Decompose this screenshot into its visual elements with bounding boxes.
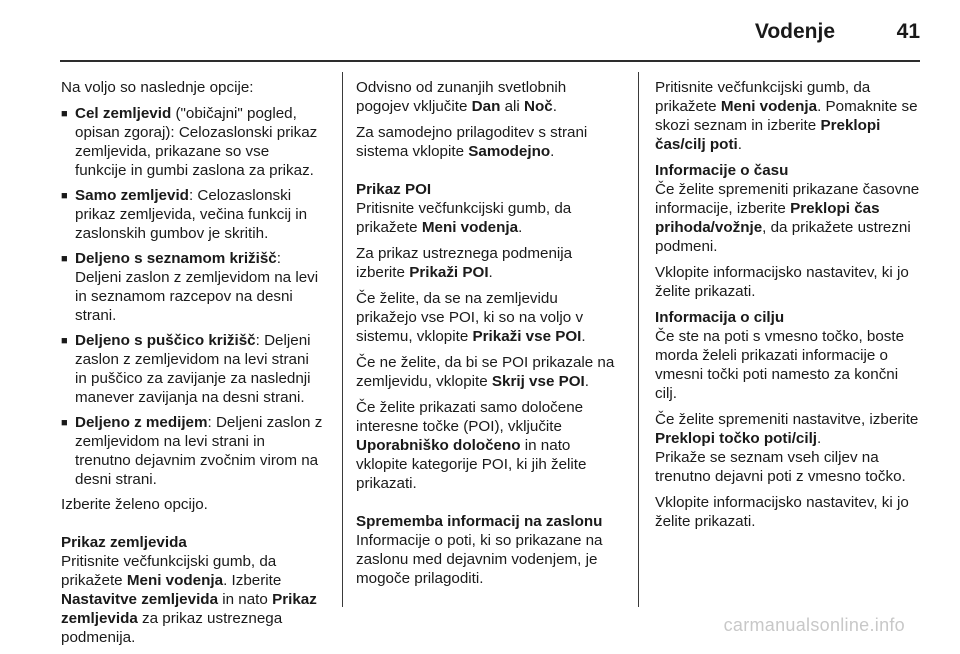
option-term: Samo zemljevid (75, 187, 189, 204)
section-heading-poi: Prikaz POI (356, 181, 432, 198)
list-item (61, 331, 324, 407)
option-text: : Celozaslonski prikaz zemljevida, večina funkcij in zaslonskih gumbov je skritih. (75, 187, 308, 242)
paragraph: Vklopite informacijsko nastavitev, ki jo želite prikazati. (655, 264, 909, 300)
option-term: Deljeno s puščico križišč (75, 332, 256, 349)
paragraph: Za prikaz ustreznega podmenija izberite Prikaži POI. (356, 245, 573, 281)
option-text: : Deljeni zaslon z zemljevidom na levi strani in puščico za zavijanje za naslednji manever zavijanja na desni strani. (75, 332, 311, 406)
paragraph: Pritisnite večfunkcijski gumb, da prikažete Meni vodenja. Pomaknite se skozi seznam in izberite Preklopi čas/cilj poti. (655, 79, 918, 153)
section-heading-screen-info: Sprememba informacij na zaslonu (356, 513, 603, 530)
list-item (61, 104, 324, 180)
section-heading-map-display: Prikaz zemljevida (61, 534, 187, 551)
option-term: Cel zemljevid (75, 105, 172, 122)
options-list (61, 104, 324, 489)
paragraph: Če želite spremeniti prikazane časovne informacije, izberite Preklopi čas prihoda/vožnje, da prikažete ustrezni podmeni. (655, 181, 920, 255)
paragraph: Če ne želite, da bi se POI prikazale na zemljevidu, vklopite Skrij vse POI. (356, 354, 615, 390)
section-heading-destination-info: Informacija o cilju (655, 309, 785, 326)
paragraph: Pritisnite večfunkcijski gumb, da prikažete Meni vodenja. (356, 200, 572, 236)
column-2 (356, 78, 622, 595)
page-header-title: Vodenje (754, 20, 835, 43)
page-number: 41 (896, 20, 920, 43)
header-rule (60, 60, 920, 62)
option-text: : Deljeni zaslon z zemljevidom na levi in seznamom razcepov na desni strani. (75, 250, 319, 324)
paragraph: Če želite, da se na zemljevidu prikažejo vse POI, ki so na voljo v sistemu, vklopite Prikaži vse POI. (356, 290, 586, 345)
paragraph: Odvisno od zunanjih svetlobnih pogojev vključite Dan ali Noč. (356, 79, 567, 115)
paragraph: Če ste na poti s vmesno točko, boste morda želeli prikazati informacije o vmesni točki poti namesto za končni cilj. (655, 328, 905, 402)
column-divider-2 (638, 72, 639, 607)
paragraph: Za samodejno prilagoditev s strani sistema vklopite Samodejno. (356, 124, 588, 160)
list-item (61, 186, 324, 243)
column-3 (655, 78, 921, 538)
option-text: : Deljeni zaslon z zemljevidom na levi strani in trenutno dejavnim zvočnim virom na desni strani. (75, 414, 323, 488)
paragraph: Če želite prikazati samo določene interesne točke (POI), vključite Uporabniško določeno in nato vklopite kategorije POI, ki jih želite prikazati. (356, 399, 587, 492)
paragraph: Informacije o poti, ki so prikazane na zaslonu med dejavnim vodenjem, je mogoče prilagoditi. (356, 532, 603, 587)
section-heading-time-info: Informacije o času (655, 162, 789, 179)
list-item (61, 249, 324, 325)
column-divider-1 (342, 72, 343, 607)
option-term: Deljeno z medijem (75, 414, 208, 431)
paragraph: Vklopite informacijsko nastavitev, ki jo želite prikazati. (655, 494, 909, 530)
option-text: ("običajni" pogled, opisan zgoraj): Celozaslonski prikaz zemljevida, prikazane so vse funkcije in gumbi zaslona za prikaz. (75, 105, 318, 179)
column-1 (61, 78, 324, 654)
paragraph: Pritisnite večfunkcijski gumb, da prikažete Meni vodenja. Izberite Nastavitve zemljevida in nato Prikaz zemljevida za prikaz ustreznega podmenija. (61, 553, 317, 646)
option-term: Deljeno s seznamom križišč (75, 250, 277, 267)
list-item (61, 413, 324, 489)
select-option-text: Izberite želeno opcijo. (61, 496, 208, 513)
watermark: carmanualsonline.info (723, 615, 905, 635)
options-intro: Na voljo so naslednje opcije: (61, 79, 254, 96)
paragraph: Če želite spremeniti nastavitve, izberite Preklopi točko poti/cilj. Prikaže se seznam vseh ciljev na trenutno dejavni poti z vmesno točko. (655, 411, 919, 485)
